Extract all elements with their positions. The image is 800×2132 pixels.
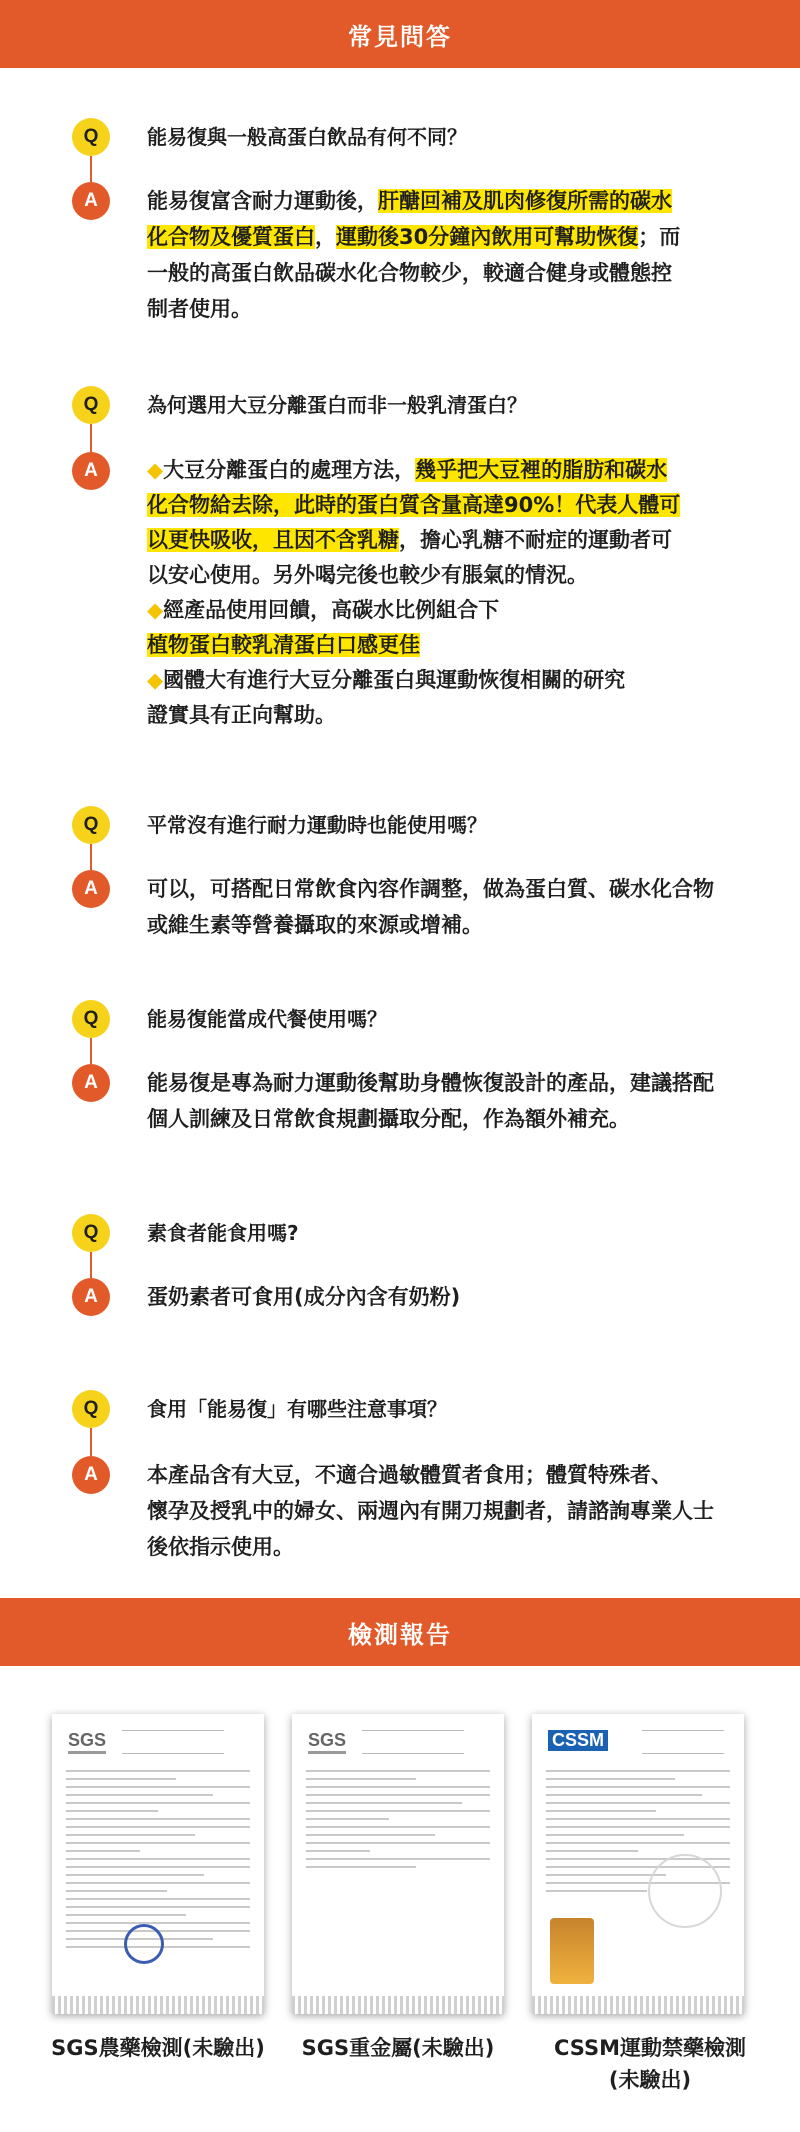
question-badge-icon: Q <box>72 1000 110 1038</box>
question-text: 平常沒有進行耐力運動時也能使用嗎？ <box>147 813 487 837</box>
report-document-cssm[interactable] <box>532 1714 744 2014</box>
answer-segment: 制者使用。 <box>147 297 252 321</box>
answer-line <box>147 1065 747 1101</box>
answer-segment: 國體大有進行大豆分離蛋白與運動恢復相關的研究 <box>163 668 626 692</box>
answer-line <box>147 1279 747 1315</box>
answer-segment: 一般的高蛋白飲品碳水化合物較少，較適合健身或體態控 <box>147 261 672 285</box>
cssm-logo: CSSM <box>548 1730 608 1751</box>
answer-text <box>147 1279 747 1315</box>
answer-text <box>147 183 747 327</box>
diamond-bullet-icon: ◆ <box>147 458 164 482</box>
answer-text <box>147 1065 747 1137</box>
answer-badge-icon: A <box>72 870 110 908</box>
answer-line <box>147 453 747 488</box>
product-photo <box>550 1918 594 1984</box>
answer-segment: 證實具有正向幫助。 <box>147 703 336 727</box>
answer-line <box>147 871 747 907</box>
highlighted-text: 化合物給去除，此時的蛋白質含量高達90%！代表人體可 <box>147 493 681 517</box>
sgs-logo: SGS <box>68 1730 106 1754</box>
answer-segment: 可以，可搭配日常飲食內容作調整，做為蛋白質、碳水化合物 <box>147 877 714 901</box>
reports-header <box>0 1598 800 1666</box>
answer-text <box>147 1457 747 1565</box>
answer-line <box>147 1493 747 1529</box>
answer-line <box>147 291 747 327</box>
sgs-stamp-icon <box>124 1924 164 1964</box>
highlighted-text: 幾乎把大豆裡的脂肪和碳水 <box>415 458 668 482</box>
question-text: 為何選用大豆分離蛋白而非一般乳清蛋白？ <box>147 393 527 417</box>
answer-line <box>147 628 747 663</box>
diamond-bullet-icon: ◆ <box>147 598 164 622</box>
answer-badge-icon: A <box>72 1064 110 1102</box>
question-badge-icon: Q <box>72 118 110 156</box>
answer-segment: 以安心使用。另外喝完後也較少有脹氣的情況。 <box>147 563 588 587</box>
qa-connector-line <box>90 1252 92 1278</box>
answer-segment: 經產品使用回饋，高碳水比例組合下 <box>163 598 500 622</box>
answer-line <box>147 1529 747 1565</box>
answer-line <box>147 488 747 523</box>
answer-line <box>147 523 747 558</box>
answer-segment: ；而 <box>638 225 681 249</box>
answer-line <box>147 698 747 733</box>
answer-badge-icon: A <box>72 1456 110 1494</box>
watermark-seal-icon <box>648 1854 722 1928</box>
answer-segment: ，擔心乳糖不耐症的運動者可 <box>399 528 672 552</box>
highlighted-text: 化合物及優質蛋白 <box>147 225 315 249</box>
question-text: 能易復與一般高蛋白飲品有何不同？ <box>147 125 467 149</box>
answer-line <box>147 663 747 698</box>
report-document-sgs-pesticide[interactable] <box>52 1714 264 2014</box>
answer-line <box>147 1101 747 1137</box>
highlighted-text: 植物蛋白較乳清蛋白口感更佳 <box>147 633 420 657</box>
question-badge-icon: Q <box>72 1214 110 1252</box>
question-badge-icon: Q <box>72 386 110 424</box>
answer-segment: 懷孕及授乳中的婦女、兩週內有開刀規劃者，請諮詢專業人士 <box>147 1499 714 1523</box>
question-text: 素食者能食用嗎? <box>147 1221 299 1245</box>
answer-segment: 個人訓練及日常飲食規劃攝取分配，作為額外補充。 <box>147 1107 630 1131</box>
question-badge-icon: Q <box>72 1390 110 1428</box>
reports-section <box>0 1714 800 2092</box>
answer-badge-icon: A <box>72 452 110 490</box>
answer-segment: 本產品含有大豆，不適合過敏體質者食用；體質特殊者、 <box>147 1463 672 1487</box>
qa-connector-line <box>90 1038 92 1064</box>
highlighted-text: 肝醣回補及肌肉修復所需的碳水 <box>378 189 672 213</box>
question-badge-icon: Q <box>72 806 110 844</box>
answer-line <box>147 1457 747 1493</box>
sgs-logo: SGS <box>308 1730 346 1754</box>
qa-connector-line <box>90 844 92 870</box>
answer-line <box>147 219 747 255</box>
answer-segment: 蛋奶素者可食用(成分內含有奶粉) <box>147 1285 461 1309</box>
report-caption-sgs-pesticide: SGS農藥檢測(未驗出) <box>51 2036 265 2060</box>
answer-segment: 大豆分離蛋白的處理方法， <box>163 458 416 482</box>
answer-line <box>147 593 747 628</box>
report-caption-sgs-heavy-metal: SGS重金屬(未驗出) <box>301 2036 495 2060</box>
answer-segment: 後依指示使用。 <box>147 1535 294 1559</box>
qa-connector-line <box>90 156 92 182</box>
faq-header <box>0 0 800 68</box>
answer-line <box>147 255 747 291</box>
report-caption-cssm: CSSM運動禁藥檢測 (未驗出) <box>553 2036 746 2092</box>
answer-segment: ， <box>315 225 336 249</box>
qa-connector-line <box>90 424 92 452</box>
answer-line <box>147 183 747 219</box>
answer-badge-icon: A <box>72 1278 110 1316</box>
faq-title: 常見問答 <box>348 22 452 51</box>
question-text: 能易復能當成代餐使用嗎？ <box>147 1007 387 1031</box>
answer-segment: 能易復富含耐力運動後， <box>147 189 378 213</box>
diamond-bullet-icon: ◆ <box>147 668 164 692</box>
qa-connector-line <box>90 1428 92 1456</box>
answer-line <box>147 558 747 593</box>
question-text: 食用「能易復」有哪些注意事項？ <box>147 1397 447 1421</box>
answer-segment: 能易復是專為耐力運動後幫助身體恢復設計的產品，建議搭配 <box>147 1071 714 1095</box>
highlighted-text: 以更快吸收，且因不含乳糖 <box>147 528 399 552</box>
reports-title: 檢測報告 <box>348 1620 452 1649</box>
highlighted-text: 運動後30分鐘內飲用可幫助恢復 <box>336 225 639 249</box>
answer-badge-icon: A <box>72 182 110 220</box>
answer-text <box>147 453 747 733</box>
answer-line <box>147 907 747 943</box>
answer-text <box>147 871 747 943</box>
report-document-sgs-heavy-metal[interactable] <box>292 1714 504 2014</box>
answer-segment: 或維生素等營養攝取的來源或增補。 <box>147 913 483 937</box>
